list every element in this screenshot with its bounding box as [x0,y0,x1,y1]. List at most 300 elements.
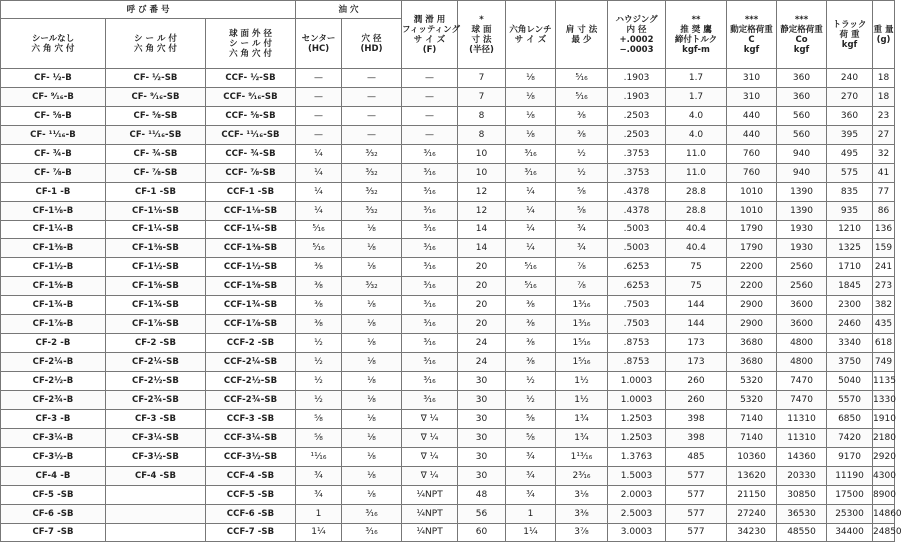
cell-center: ⅝ [296,409,342,428]
cell-static-load: 4800 [777,334,827,353]
weight-header: 重 量 (g) [873,1,895,69]
cell-sphere-radius: 10 [458,144,506,163]
cell-torque: 398 [666,409,727,428]
cell-seal: CF-3¼-SB [106,428,206,447]
cell-static-load: 2560 [777,258,827,277]
cell-hole: ⅛ [342,447,402,466]
cell-dynamic-load: 440 [727,125,777,144]
cell-weight: 382 [873,296,895,315]
cell-center: ½ [296,390,342,409]
cell-fitting: ³⁄₁₆ [402,390,458,409]
cell-shoulder: 1½ [556,372,608,391]
cell-sphere-seal: CCF-1½-SB [206,258,296,277]
cell-center: 1 [296,504,342,523]
cell-shoulder: ¾ [556,220,608,239]
cell-static-load: 1390 [777,201,827,220]
cell-sphere-radius: 8 [458,125,506,144]
cell-shoulder: 1⁵⁄₁₆ [556,334,608,353]
cell-sphere-seal: CCF-1 -SB [206,182,296,201]
cell-sphere-radius: 14 [458,239,506,258]
cell-track-load: 3340 [827,334,873,353]
cell-track-load: 240 [827,69,873,88]
cell-sphere-seal: CCF- ⁹⁄₁₆-SB [206,87,296,106]
cell-dynamic-load: 2200 [727,258,777,277]
cell-static-load: 11310 [777,409,827,428]
cell-sphere-seal: CCF- ¾-SB [206,144,296,163]
cell-track-load: 6850 [827,409,873,428]
cell-weight: 1135 [873,372,895,391]
cell-seal: CF-1⅜-SB [106,239,206,258]
cell-static-load: 48550 [777,523,827,542]
cell-shoulder: 3⅛ [556,485,608,504]
table-header [1,1,895,69]
cell-seal: CF-1½-SB [106,258,206,277]
cell-housing: .5003 [608,220,666,239]
cell-static-load: 360 [777,69,827,88]
cell-hex: ¼ [506,182,556,201]
cell-track-load: 34400 [827,523,873,542]
cell-hex: ⁵⁄₈ [506,428,556,447]
cell-hex: ⁵⁄₁₆ [506,277,556,296]
cell-sphere-seal: CCF-2½-SB [206,372,296,391]
cell-static-load: 1930 [777,220,827,239]
cell-shoulder: 1³⁄₁₆ [556,296,608,315]
cell-center: ¼ [296,182,342,201]
cell-no-seal: CF- ¹¹⁄₁₆-B [1,125,106,144]
cell-sphere-radius: 10 [458,163,506,182]
cell-no-seal: CF-2½-B [1,372,106,391]
cell-fitting: ∇ ¼ [402,447,458,466]
cell-track-load: 395 [827,125,873,144]
cell-center: — [296,87,342,106]
cell-housing: 1.0003 [608,390,666,409]
table-row [1,125,895,144]
cell-center: ½ [296,372,342,391]
cell-seal: CF- ⅝-SB [106,106,206,125]
cell-sphere-seal: CCF-2¾-SB [206,390,296,409]
cell-sphere-seal: CCF-1⅝-SB [206,277,296,296]
cell-seal: CF-1¼-SB [106,220,206,239]
cell-hole: ³⁄₁₆ [342,523,402,542]
cell-no-seal: CF-1⅜-B [1,239,106,258]
cell-housing: 3.0003 [608,523,666,542]
cell-housing: 1.3763 [608,447,666,466]
cell-center: — [296,106,342,125]
cell-housing: .1903 [608,87,666,106]
cell-hex: ¼ [506,201,556,220]
cell-center: ⅜ [296,258,342,277]
cell-track-load: 360 [827,106,873,125]
cell-shoulder: ⅞ [556,258,608,277]
cell-housing: .8753 [608,353,666,372]
table-row [1,428,895,447]
cell-hex: ⅛ [506,125,556,144]
cell-sphere-radius: 30 [458,409,506,428]
cell-housing: 2.5003 [608,504,666,523]
cell-track-load: 11190 [827,466,873,485]
cell-center: ¼ [296,144,342,163]
table-row [1,182,895,201]
cell-center: ¾ [296,485,342,504]
cell-fitting: ∇ ¼ [402,466,458,485]
table-row [1,220,895,239]
cell-seal: CF- ¾-SB [106,144,206,163]
cell-static-load: 1930 [777,239,827,258]
cell-weight: 18 [873,69,895,88]
cell-hex: ⅜ [506,353,556,372]
cell-hex: ⅜ [506,334,556,353]
static-load-header: *** 静定格荷重 Co kgf [777,1,827,69]
cell-center: ⅜ [296,296,342,315]
cell-static-load: 3600 [777,296,827,315]
cell-static-load: 940 [777,163,827,182]
cell-dynamic-load: 310 [727,69,777,88]
cell-torque: 577 [666,523,727,542]
cell-seal: CF-2¾-SB [106,390,206,409]
cell-housing: .7503 [608,296,666,315]
cell-hole: ⅛ [342,315,402,334]
cell-no-seal: CF-3½-B [1,447,106,466]
cell-weight: 18 [873,87,895,106]
cell-center: ⅜ [296,315,342,334]
cell-hole: ⅛ [342,466,402,485]
cell-hex: ³⁄₁₆ [506,144,556,163]
cell-sphere-radius: 24 [458,353,506,372]
cell-no-seal: CF-1⅝-B [1,277,106,296]
cell-no-seal: CF-1½-B [1,258,106,277]
cell-hole: ⅛ [342,390,402,409]
cell-fitting: ³⁄₁₆ [402,315,458,334]
cell-track-load: 2460 [827,315,873,334]
cell-sphere-radius: 20 [458,277,506,296]
table-row [1,277,895,296]
cell-seal: CF-1⅛-SB [106,201,206,220]
cell-fitting: ³⁄₁₆ [402,258,458,277]
cell-center: ¼ [296,163,342,182]
cell-seal: CF-2¼-SB [106,353,206,372]
cell-sphere-radius: 20 [458,315,506,334]
table-row [1,447,895,466]
cell-fitting: ³⁄₁₆ [402,372,458,391]
cell-hole: — [342,125,402,144]
cell-hex: ½ [506,390,556,409]
cell-shoulder: 1⁵⁄₁₆ [556,353,608,372]
cell-sphere-radius: 30 [458,390,506,409]
cell-static-load: 360 [777,87,827,106]
cell-track-load: 5570 [827,390,873,409]
fitting-size-header: 潤 滑 用 フィッティング サ イ ズ (F) [402,1,458,69]
cell-sphere-radius: 8 [458,106,506,125]
cell-seal: CF-3½-SB [106,447,206,466]
cell-weight: 41 [873,163,895,182]
cell-center: — [296,125,342,144]
cell-shoulder: ⅞ [556,277,608,296]
cell-sphere-radius: 12 [458,201,506,220]
cell-static-load: 1390 [777,182,827,201]
cell-dynamic-load: 27240 [727,504,777,523]
shoulder-dim-header: 肩 寸 法 最 少 [556,1,608,69]
cell-dynamic-load: 440 [727,106,777,125]
cell-hex: ⁵⁄₈ [506,409,556,428]
table-row [1,372,895,391]
cell-housing: 1.2503 [608,409,666,428]
cell-hex: ⅛ [506,106,556,125]
cell-seal: CF-1⅝-SB [106,277,206,296]
cell-shoulder: 1¾ [556,409,608,428]
cell-dynamic-load: 13620 [727,466,777,485]
cell-sphere-seal: CCF-1¾-SB [206,296,296,315]
cell-torque: 173 [666,334,727,353]
cell-torque: 144 [666,315,727,334]
cell-sphere-seal: CCF- ½-SB [206,69,296,88]
cell-hole: — [342,69,402,88]
housing-bore-header: ハウジング 内 径 +.0002 −.0003 [608,1,666,69]
cell-weight: 136 [873,220,895,239]
cell-fitting: ¼NPT [402,485,458,504]
cell-dynamic-load: 3680 [727,334,777,353]
cell-hole: ³⁄₃₂ [342,144,402,163]
cell-fitting: ³⁄₁₆ [402,182,458,201]
cell-no-seal: CF-3 -B [1,409,106,428]
table-row [1,504,895,523]
cell-shoulder: ½ [556,144,608,163]
cell-fitting: — [402,125,458,144]
cell-hole: ³⁄₃₂ [342,163,402,182]
cell-hex: 1¼ [506,523,556,542]
cell-housing: .3753 [608,163,666,182]
cell-no-seal: CF-1¾-B [1,296,106,315]
cell-sphere-radius: 60 [458,523,506,542]
cell-center: — [296,69,342,88]
cell-no-seal: CF-6 -SB [1,504,106,523]
cell-shoulder: 1¹³⁄₁₆ [556,447,608,466]
cell-sphere-radius: 30 [458,428,506,447]
cell-static-load: 20330 [777,466,827,485]
cell-weight: 749 [873,353,895,372]
cell-dynamic-load: 2200 [727,277,777,296]
table-row [1,258,895,277]
cell-hex: ³⁄₁₆ [506,163,556,182]
cell-hole: ⅛ [342,409,402,428]
cell-dynamic-load: 1790 [727,239,777,258]
cell-torque: 260 [666,390,727,409]
cell-hole: ⅛ [342,428,402,447]
cell-hole: ⅛ [342,353,402,372]
cell-sphere-seal: CCF-3 -SB [206,409,296,428]
cell-torque: 1.7 [666,69,727,88]
cell-static-load: 11310 [777,428,827,447]
table-row [1,106,895,125]
hex-wrench-header: 六角レンチ サ イ ズ [506,1,556,69]
cell-sphere-seal: CCF-5 -SB [206,485,296,504]
cell-hole: ⅛ [342,258,402,277]
cell-hole: ³⁄₃₂ [342,182,402,201]
cell-sphere-seal: CCF-3¼-SB [206,428,296,447]
cell-hex: ⅜ [506,315,556,334]
cell-sphere-seal: CCF- ⅞-SB [206,163,296,182]
cell-torque: 577 [666,466,727,485]
cell-hole: ⅛ [342,239,402,258]
cell-no-seal: CF-2 -B [1,334,106,353]
cell-fitting: — [402,69,458,88]
cell-torque: 398 [666,428,727,447]
cell-housing: .2503 [608,106,666,125]
cell-torque: 173 [666,353,727,372]
cell-weight: 2180 [873,428,895,447]
cell-dynamic-load: 10360 [727,447,777,466]
cell-housing: .4378 [608,201,666,220]
cell-torque: 75 [666,277,727,296]
table-row [1,334,895,353]
cell-fitting: ³⁄₁₆ [402,220,458,239]
cell-fitting: ³⁄₁₆ [402,277,458,296]
table-row [1,390,895,409]
cell-sphere-radius: 24 [458,334,506,353]
cell-track-load: 1710 [827,258,873,277]
cell-shoulder: 1³⁄₁₆ [556,315,608,334]
cell-sphere-seal: CCF-1¼-SB [206,220,296,239]
cell-housing: 1.2503 [608,428,666,447]
cell-housing: .6253 [608,258,666,277]
cell-torque: 28.8 [666,182,727,201]
cell-seal: CF- ½-SB [106,69,206,88]
cell-no-seal: CF-4 -B [1,466,106,485]
cell-weight: 27 [873,125,895,144]
cell-static-load: 3600 [777,315,827,334]
cell-weight: 24850 [873,523,895,542]
cell-fitting: ³⁄₁₆ [402,353,458,372]
cell-track-load: 5040 [827,372,873,391]
cell-no-seal: CF-2¾-B [1,390,106,409]
cell-no-seal: CF-1 -B [1,182,106,201]
cell-sphere-seal: CCF-3½-SB [206,447,296,466]
cell-weight: 273 [873,277,895,296]
cell-torque: 577 [666,504,727,523]
cell-track-load: 575 [827,163,873,182]
cell-no-seal: CF- ⁹⁄₁₆-B [1,87,106,106]
cell-seal [106,485,206,504]
cell-shoulder: ⅜ [556,106,608,125]
cell-sphere-radius: 30 [458,372,506,391]
cell-dynamic-load: 34230 [727,523,777,542]
cell-track-load: 935 [827,201,873,220]
cell-hole: ⅛ [342,220,402,239]
cell-hex: ¾ [506,447,556,466]
cell-dynamic-load: 5320 [727,372,777,391]
cell-no-seal: CF-1⅞-B [1,315,106,334]
cell-track-load: 1210 [827,220,873,239]
dynamic-load-header: *** 動定格荷重 C kgf [727,1,777,69]
cell-hole: ⅛ [342,296,402,315]
cell-fitting: ∇ ¼ [402,428,458,447]
sphere-seal-header: 球 面 外 径 シ ー ル 付 六 角 穴 付 [206,19,296,69]
cell-static-load: 36530 [777,504,827,523]
cell-weight: 77 [873,182,895,201]
cell-dynamic-load: 1010 [727,182,777,201]
cell-sphere-radius: 56 [458,504,506,523]
sphere-radius-header: * 球 面 寸 法 (半径) [458,1,506,69]
cell-dynamic-load: 7140 [727,409,777,428]
cell-seal: CF-1¾-SB [106,296,206,315]
cell-fitting: ³⁄₁₆ [402,296,458,315]
cell-center: ¹¹⁄₁₆ [296,447,342,466]
cell-dynamic-load: 1790 [727,220,777,239]
cell-hex: ¾ [506,466,556,485]
cell-weight: 241 [873,258,895,277]
cell-sphere-radius: 12 [458,182,506,201]
cell-seal [106,504,206,523]
cell-torque: 485 [666,447,727,466]
cell-center: ¼ [296,201,342,220]
cell-static-load: 2560 [777,277,827,296]
table-row [1,315,895,334]
cell-weight: 32 [873,144,895,163]
cell-sphere-radius: 20 [458,296,506,315]
cell-track-load: 25300 [827,504,873,523]
cell-weight: 8900 [873,485,895,504]
cell-shoulder: ⁵⁄₈ [556,201,608,220]
cell-shoulder: ⅜ [556,125,608,144]
cell-seal [106,523,206,542]
cell-hole: ³⁄₃₂ [342,277,402,296]
cell-hex: ¼ [506,220,556,239]
cell-seal: CF-2½-SB [106,372,206,391]
cell-shoulder: ½ [556,163,608,182]
cell-sphere-radius: 48 [458,485,506,504]
cell-weight: 1910 [873,409,895,428]
cell-center: ½ [296,353,342,372]
track-load-header: トラック 荷 重 kgf [827,1,873,69]
cell-hole: ⅛ [342,334,402,353]
cell-housing: 2.0003 [608,485,666,504]
cell-torque: 11.0 [666,144,727,163]
cell-torque: 4.0 [666,106,727,125]
cell-track-load: 1325 [827,239,873,258]
cell-fitting: ³⁄₁₆ [402,163,458,182]
cell-sphere-radius: 7 [458,69,506,88]
cell-track-load: 495 [827,144,873,163]
cell-hex: ⅜ [506,296,556,315]
table-row [1,69,895,88]
cell-housing: 1.5003 [608,466,666,485]
cell-no-seal: CF-2¼-B [1,353,106,372]
cell-hex: ⁵⁄₁₆ [506,258,556,277]
cell-shoulder: 1½ [556,390,608,409]
table-row [1,466,895,485]
cell-dynamic-load: 760 [727,144,777,163]
cell-no-seal: CF-7 -SB [1,523,106,542]
cell-center: ⁵⁄₁₆ [296,239,342,258]
cell-center: ⅜ [296,277,342,296]
cell-sphere-radius: 14 [458,220,506,239]
cell-sphere-radius: 7 [458,87,506,106]
cell-track-load: 9170 [827,447,873,466]
cell-track-load: 835 [827,182,873,201]
cell-torque: 260 [666,372,727,391]
table-row [1,409,895,428]
table-row [1,87,895,106]
cell-no-seal: CF- ⅝-B [1,106,106,125]
cell-sphere-seal: CCF-2¼-SB [206,353,296,372]
cell-track-load: 3750 [827,353,873,372]
cell-no-seal: CF- ¾-B [1,144,106,163]
cell-seal: CF-4 -SB [106,466,206,485]
cell-weight: 86 [873,201,895,220]
center-hc-header: センター (HC) [296,19,342,69]
cell-fitting: ³⁄₁₆ [402,239,458,258]
cell-track-load: 270 [827,87,873,106]
cell-fitting: ³⁄₁₆ [402,334,458,353]
